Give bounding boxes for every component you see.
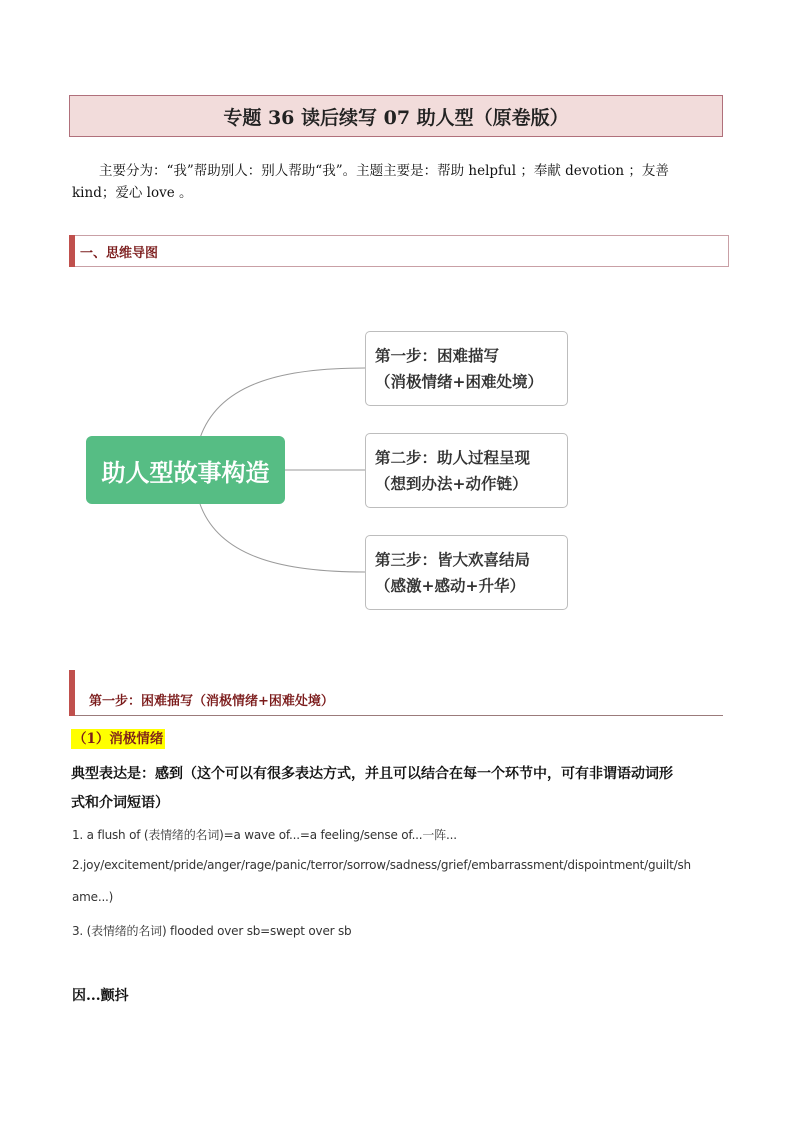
- intro-paragraph: [72, 160, 712, 204]
- connector-to-step-1: [200, 368, 365, 438]
- section-heading-mindmap-text: 一、思维导图: [80, 245, 159, 261]
- list-item: 3. (表情绪的名词) flooded over sb=swept over sb: [72, 924, 352, 938]
- typical-expression: [71, 760, 721, 818]
- step-2-detail: （想到办法+动作链）: [375, 475, 528, 493]
- mind-map-node-step-2: [365, 433, 568, 508]
- mind-map-center-node: 助人型故事构造: [86, 436, 285, 504]
- typical-expression-line-1: 典型表达是：感到（这个可以有很多表达方式，并且可以结合在每一个环节中，可有非谓语动词形: [71, 766, 673, 782]
- connector-to-step-3: [200, 504, 365, 572]
- section-heading-step-1: [69, 670, 723, 716]
- mind-map-node-step-3: [365, 535, 568, 610]
- typical-expression-line-2: 式和介词短语）: [71, 795, 169, 811]
- section-accent-bar: [69, 670, 75, 716]
- subheading-negative-emotion: （1）消极情绪: [73, 731, 164, 747]
- step-1-detail: （消极情绪+困难处境）: [375, 373, 543, 391]
- section-heading-step-1-text: 第一步：困难描写（消极情绪+困难处境）: [89, 694, 334, 709]
- step-1-title: 第一步：困难描写: [375, 347, 500, 365]
- mind-map: [80, 320, 580, 630]
- subheading-shiver: 因...颤抖: [72, 988, 129, 1004]
- intro-line-1: 主要分为：“我”帮助别人：别人帮助“我”。主题主要是：帮助 helpful ；奉献 devotion ；友善: [99, 163, 669, 179]
- step-3-title: 第三步：皆大欢喜结局: [375, 551, 531, 569]
- section-heading-mindmap: [69, 235, 729, 267]
- intro-line-2: kind；爱心 love 。: [72, 185, 193, 201]
- list-item: 2.joy/excitement/pride/anger/rage/panic/terror/sorrow/sadness/grief/embarrassment/dispointment/guilt/sh: [72, 858, 691, 872]
- step-2-title: 第二步：助人过程呈现: [375, 449, 531, 467]
- mind-map-node-step-1: [365, 331, 568, 406]
- list-item: ame...): [72, 890, 114, 904]
- list-item: 1. a flush of (表情绪的名词)=a wave of...=a feeling/sense of...一阵...: [72, 828, 457, 842]
- step-3-detail: （感激+感动+升华）: [375, 577, 525, 595]
- document-title: 专题 36 读后续写 07 助人型（原卷版）: [69, 95, 723, 137]
